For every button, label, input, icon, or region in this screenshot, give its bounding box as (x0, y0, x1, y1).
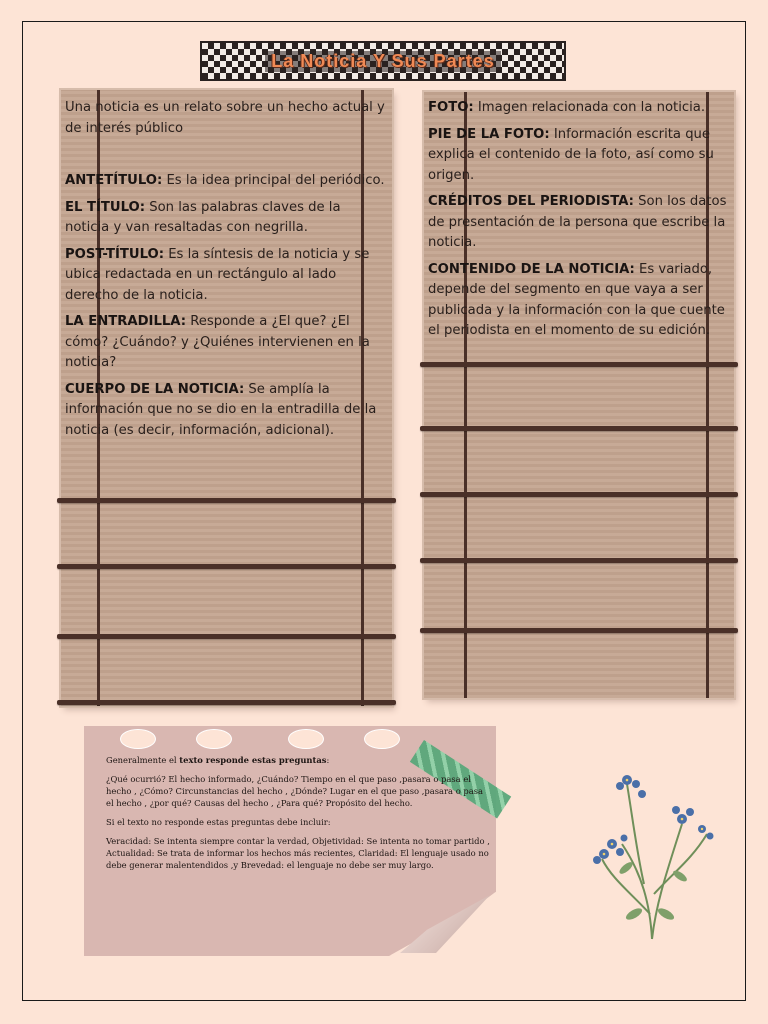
intro-text: Una noticia es un relato sobre un hecho actual y de interés público (65, 100, 385, 136)
term: CRÉDITOS DEL PERIODISTA: (428, 194, 634, 209)
description: Es variado, depende del segmento en que vaya a ser publicada y la información con la que cuente el periodista en el momento de su edición. (428, 261, 725, 338)
definition-pie-foto (428, 125, 730, 187)
note-intro-prefix: Generalmente el (106, 755, 180, 765)
term: EL TÍTULO: (65, 199, 146, 215)
wood-plank (420, 426, 738, 431)
description: Es la idea principal del periódico. (162, 173, 385, 188)
description: Es la síntesis de la noticia y se ubica redactada en un rectángulo al lado derecho de la noticia. (65, 246, 370, 303)
term: PIE DE LA FOTO: (428, 126, 550, 142)
term: CUERPO DE LA NOTICIA: (65, 381, 245, 397)
definition-creditos (428, 192, 730, 254)
note-intro (106, 754, 490, 766)
binder-hole (364, 729, 400, 749)
definition-cuerpo (65, 380, 388, 442)
term: LA ENTRADILLA: (65, 314, 186, 329)
wood-plank (420, 492, 738, 497)
description: Responde a ¿El que? ¿El cómo? ¿Cuándo? y ¿Quiénes intervienen en la noticia? (65, 314, 370, 370)
left-card-text (65, 98, 388, 447)
note-condition: Si el texto no responde estas preguntas debe incluir: (106, 817, 331, 827)
term: CONTENIDO DE LA NOTICIA: (428, 261, 635, 277)
term: FOTO: (428, 100, 474, 115)
wood-plank (420, 628, 738, 633)
binder-hole (196, 729, 232, 749)
description: Son las palabras claves de la noticia y van resaltadas con negrilla. (65, 199, 341, 235)
description: Son los datos de presentación de la persona que escribe la noticia. (428, 194, 727, 250)
description: Se amplía la información que no se dio en la entradilla de la noticia (es decir, información, adicional). (65, 381, 377, 438)
definition-anteitulo (65, 171, 388, 192)
term: ANTETÍTULO: (65, 173, 163, 188)
description: Imagen relacionada con la noticia. (473, 100, 706, 115)
definition-post-titulo (65, 245, 388, 307)
right-info-card (424, 92, 734, 698)
note-qualities: Veracidad: Se intenta siempre contar la verdad, Objetividad: Se intenta no tomar partido , Actualidad: Se trata de informar los hechos más recientes, Claridad: El lenguaje usado no debe generar malentendidos ,y Brevedad: el lenguaje no debe ser muy largo. (106, 836, 490, 870)
definition-entradilla (65, 312, 388, 374)
note-questions: ¿Qué ocurrió? El hecho informado, ¿Cuándo? Tiempo en el que paso ,pasara o pasa el hecho , ¿Cómo? Circunstancias del hecho , ¿Dónde? Lugar en el que paso ,pasara o pasa el hecho , ¿por qué? Causas del hecho , ¿Para qué? Propósito del hecho. (106, 774, 484, 808)
term: POST-TÍTULO: (65, 246, 164, 262)
title-banner (200, 41, 566, 81)
note-intro-bold: texto responde estas preguntas (179, 755, 327, 765)
left-info-card (61, 90, 392, 706)
definition-foto (428, 98, 730, 119)
note-intro-suffix: : (326, 755, 330, 765)
wood-plank (420, 362, 738, 367)
binder-hole (120, 729, 156, 749)
wood-plank (57, 700, 396, 705)
wood-plank (57, 498, 396, 503)
description: Información escrita que explica el contenido de la foto, así como su origen. (428, 126, 714, 183)
forget-me-not-flower-icon (582, 764, 722, 944)
binder-hole (288, 729, 324, 749)
page-title: La Noticia Y Sus Partes (265, 51, 500, 72)
wood-plank (420, 558, 738, 563)
right-card-text (428, 98, 730, 348)
note-text (106, 754, 490, 878)
definition-contenido (428, 260, 730, 342)
wood-plank (57, 564, 396, 569)
wood-plank (57, 634, 396, 639)
definition-titulo (65, 198, 388, 239)
